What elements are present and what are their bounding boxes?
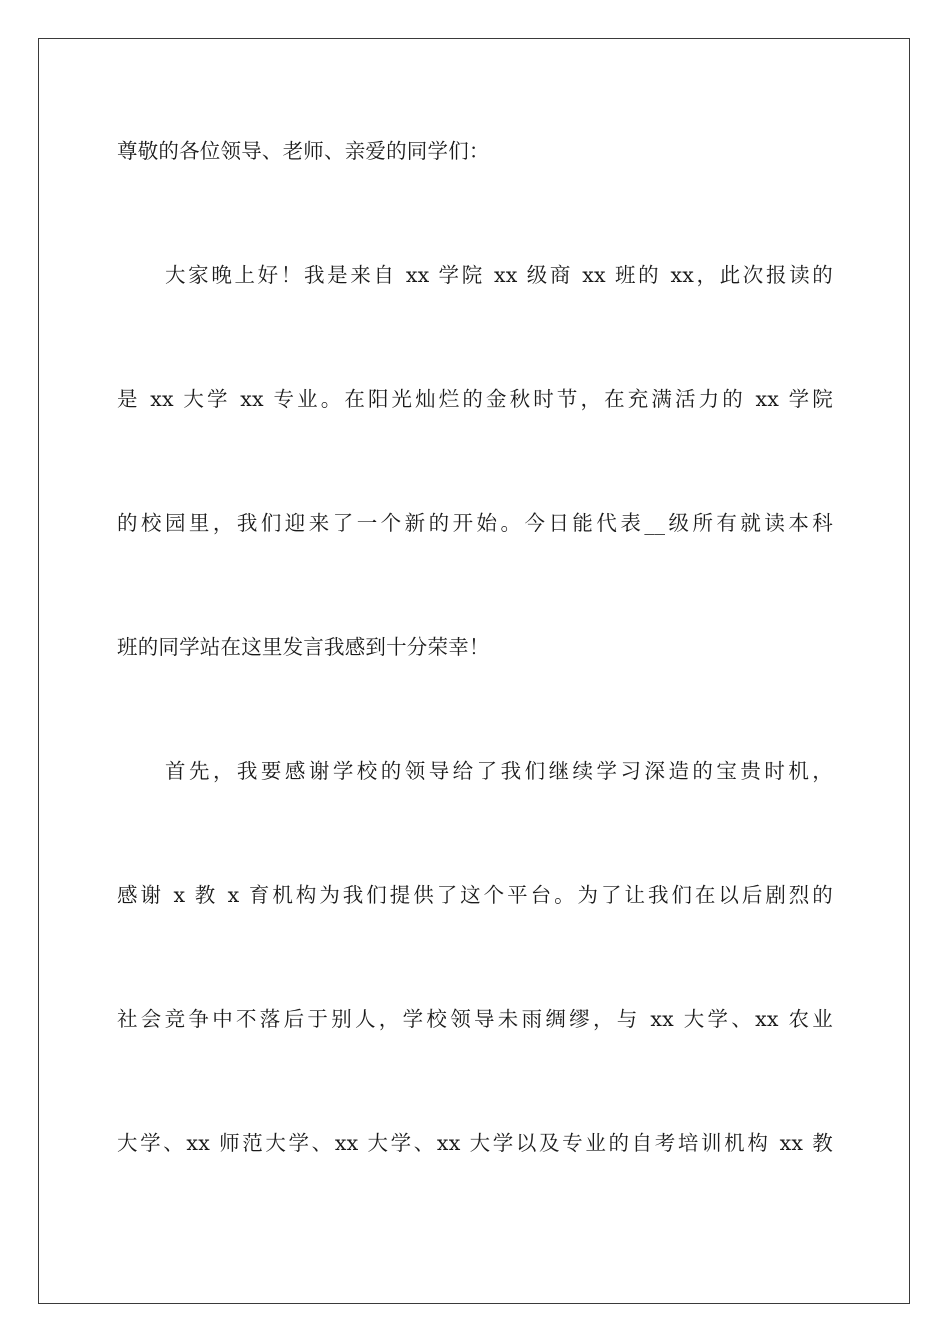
salutation-line: 尊敬的各位领导、老师、亲爱的同学们：: [117, 139, 490, 163]
paragraph-1-line-1: 大家晚上好！我是来自 xx 学院 xx 级商 xx 班的 xx，此次报读的: [165, 263, 833, 287]
paragraph-2-line-1: 首先，我要感谢学校的领导给了我们继续学习深造的宝贵时机，: [165, 759, 833, 783]
paragraph-1-line-3: 的校园里，我们迎来了一个新的开始。今日能代表__级所有就读本科: [117, 511, 833, 535]
paragraph-2-line-2: 感谢 x 教 x 育机构为我们提供了这个平台。为了让我们在以后剧烈的: [117, 883, 833, 907]
page-border: [38, 38, 910, 1304]
paragraph-2-line-4: 大学、xx 师范大学、xx 大学、xx 大学以及专业的自考培训机构 xx 教: [117, 1131, 833, 1155]
paragraph-1-line-2: 是 xx 大学 xx 专业。在阳光灿烂的金秋时节，在充满活力的 xx 学院: [117, 387, 833, 411]
paragraph-2-line-3: 社会竞争中不落后于别人，学校领导未雨绸缪，与 xx 大学、xx 农业: [117, 1007, 833, 1031]
paragraph-1-line-4: 班的同学站在这里发言我感到十分荣幸！: [117, 635, 490, 659]
